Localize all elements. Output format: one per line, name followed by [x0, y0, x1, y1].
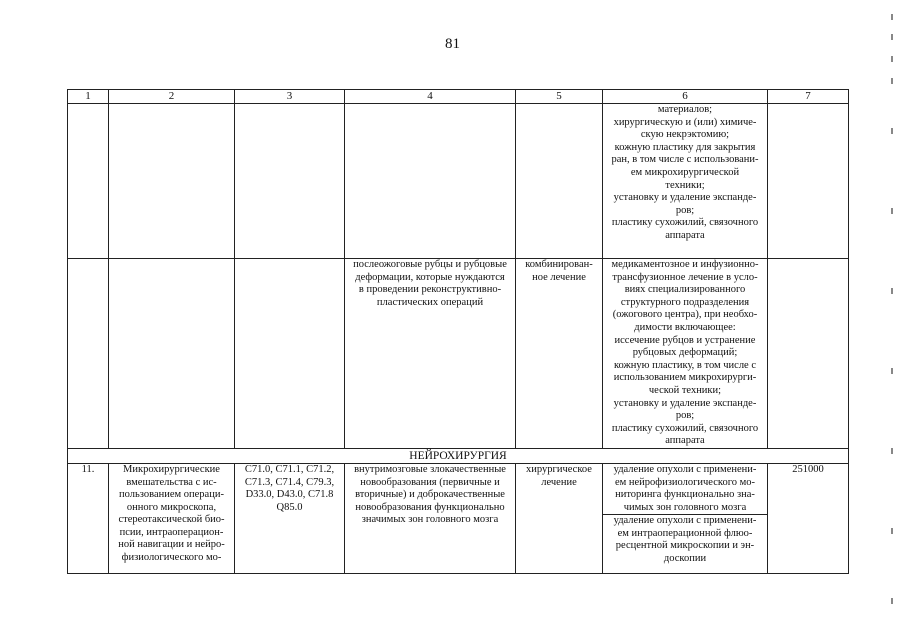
- cell: [768, 259, 849, 449]
- cell: [768, 104, 849, 259]
- header-cell: 2: [109, 90, 235, 104]
- icd-codes-cell: C71.0, C71.1, C71.2, C71.3, C71.4, C79.3, D33.0, D43.0, C71.8 Q85.0: [235, 463, 345, 573]
- page-number: 81: [445, 36, 460, 52]
- diagnosis-cell: внутримозговые злокачественные новообразования (первичные и вторичные) и доброкачественные новообразования функционально значимых зон головного мозга: [345, 463, 516, 573]
- cell: [235, 104, 345, 259]
- treatment-method-cell: удаление опухоли с применени- ем интраоперационной флюо- ресцентной микроскопии и эн- доскопии: [603, 515, 768, 574]
- procedure-name-cell: Микрохирургические вмешательства с ис- пользованием операци- онного микроскопа, стереотаксической био- псии, интраоперацион- ной навигации и нейро- физиологического мо-: [109, 463, 235, 573]
- treatment-method-cell: материалов; хирургическую и (или) химиче- скую некрэктомию; кожную пластику для закрытия ран, в том числе с использовани- ем микрохирургической техники; установку и удаление экспанде- ров; пластику сухожилий, связочного аппарата: [603, 104, 768, 259]
- cell: [516, 104, 603, 259]
- header-cell: 3: [235, 90, 345, 104]
- cell: [235, 259, 345, 449]
- section-title: НЕЙРОХИРУРГИЯ: [68, 448, 849, 463]
- treatment-method-cell: удаление опухоли с применени- ем нейрофизиологического мо- ниторинга функционально зна- чимых зон головного мозга: [603, 463, 768, 514]
- section-row: [68, 448, 849, 463]
- header-cell: 6: [603, 90, 768, 104]
- cell: [68, 259, 109, 449]
- header-cell: 7: [768, 90, 849, 104]
- treatment-type-cell: комбинирован- ное лечение: [516, 259, 603, 449]
- scan-margin-marks: [887, 8, 899, 608]
- header-row: [68, 90, 849, 104]
- header-cell: 1: [68, 90, 109, 104]
- diagnosis-cell: послеожоговые рубцы и рубцовые деформации, которые нуждаются в проведении реконструктивно- пластических операций: [345, 259, 516, 449]
- cell: [345, 104, 516, 259]
- cell: [68, 104, 109, 259]
- document-table: [67, 89, 849, 574]
- cell: [109, 259, 235, 449]
- treatment-method-cell: медикаментозное и инфузионно- трансфузионное лечение в усло- виях специализированного структурного подразделения (ожогового центра), при необхо- димости включающее: иссечение рубцов и устранение рубцовых деформаций; кожную пластику, в том числе с использованием микрохирурги- ческой техники; установку и удаление экспанде- ров; пластику сухожилий, связочного аппарата: [603, 259, 768, 449]
- table-row: [68, 104, 849, 259]
- cost-cell: 251000: [768, 463, 849, 573]
- row-number-cell: 11.: [68, 463, 109, 573]
- table-row: [68, 259, 849, 449]
- table-row: [68, 463, 849, 514]
- treatment-type-cell: хирургическое лечение: [516, 463, 603, 573]
- header-cell: 5: [516, 90, 603, 104]
- cell: [109, 104, 235, 259]
- header-cell: 4: [345, 90, 516, 104]
